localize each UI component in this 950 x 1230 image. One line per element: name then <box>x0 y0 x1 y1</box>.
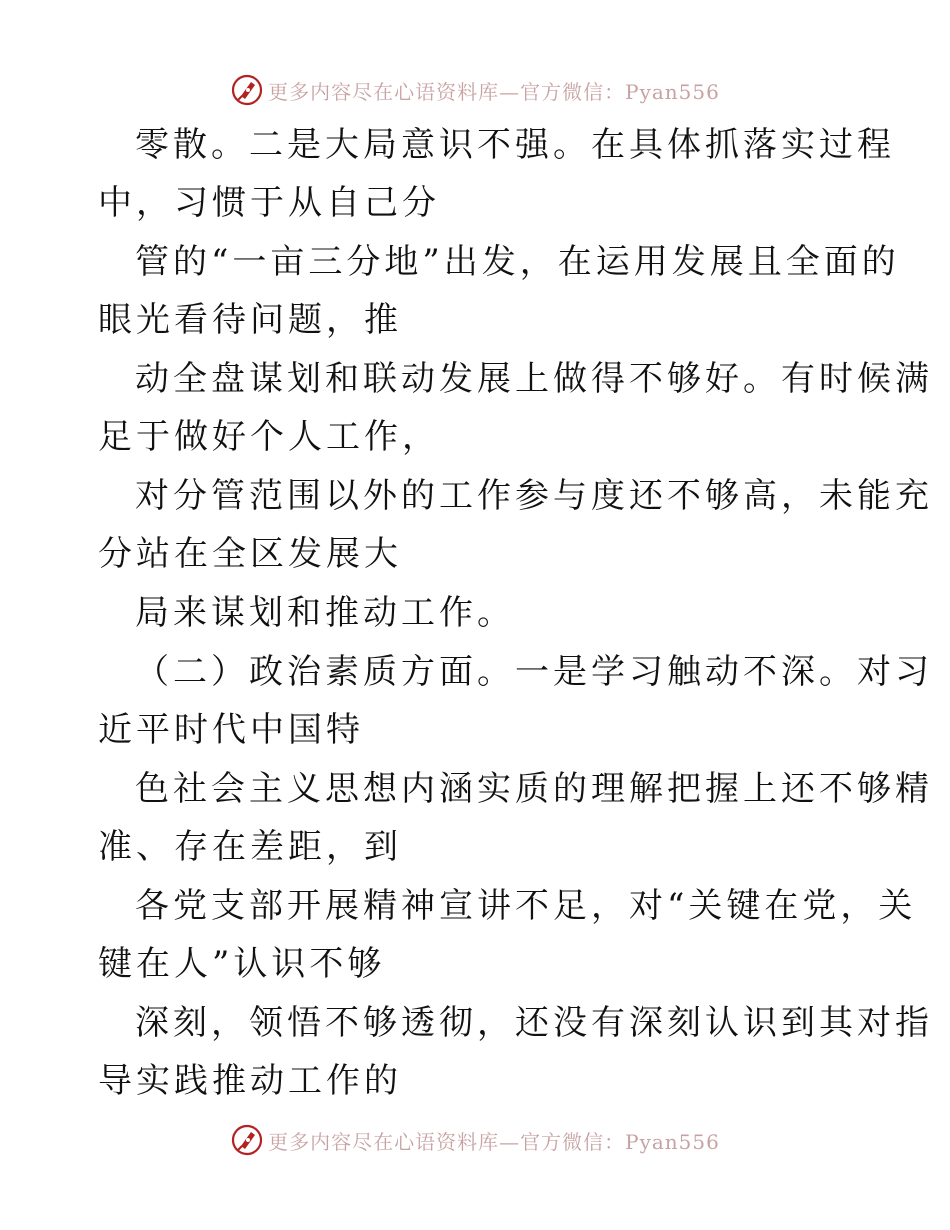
pen-nib-seal-icon <box>230 1123 264 1157</box>
text-line: 准、存在差距，到 <box>98 827 402 867</box>
text-line: 色社会主义思想内涵实质的理解把握上还不够精 <box>135 769 933 809</box>
text-line: 各党支部开展精神宣讲不足，对“关键在党，关 <box>135 886 917 926</box>
text-line: 键在人”认识不够 <box>98 944 386 984</box>
text-line: 近平时代中国特 <box>98 710 364 750</box>
header-watermark <box>0 70 950 110</box>
pen-nib-seal-icon <box>230 73 264 107</box>
text-line: 导实践推动工作的 <box>98 1061 402 1101</box>
text-line: 动全盘谋划和联动发展上做得不够好。有时候满 <box>135 359 933 399</box>
footer-watermark <box>0 1120 950 1160</box>
text-line: 分站在全区发展大 <box>98 534 402 574</box>
text-line: 管的“一亩三分地”出发，在运用发展且全面的 <box>135 242 900 282</box>
text-line: 深刻，领悟不够透彻，还没有深刻认识到其对指 <box>135 1003 933 1043</box>
text-line: 眼光看待问题，推 <box>98 300 402 340</box>
text-line: 对分管范围以外的工作参与度还不够高，未能充 <box>135 476 933 516</box>
watermark-text: 更多内容尽在心语资料库—官方微信：Pyan556 <box>268 1129 720 1154</box>
text-line: 足于做好个人工作， <box>98 417 440 457</box>
text-line: 中，习惯于从自己分 <box>98 183 440 223</box>
text-line: （二）政治素质方面。一是学习触动不深。对习 <box>135 652 933 692</box>
text-line: 局来谋划和推动工作。 <box>135 593 515 633</box>
watermark-text: 更多内容尽在心语资料库—官方微信：Pyan556 <box>268 79 720 104</box>
text-line: 零散。二是大局意识不强。在具体抓落实过程 <box>135 125 895 165</box>
